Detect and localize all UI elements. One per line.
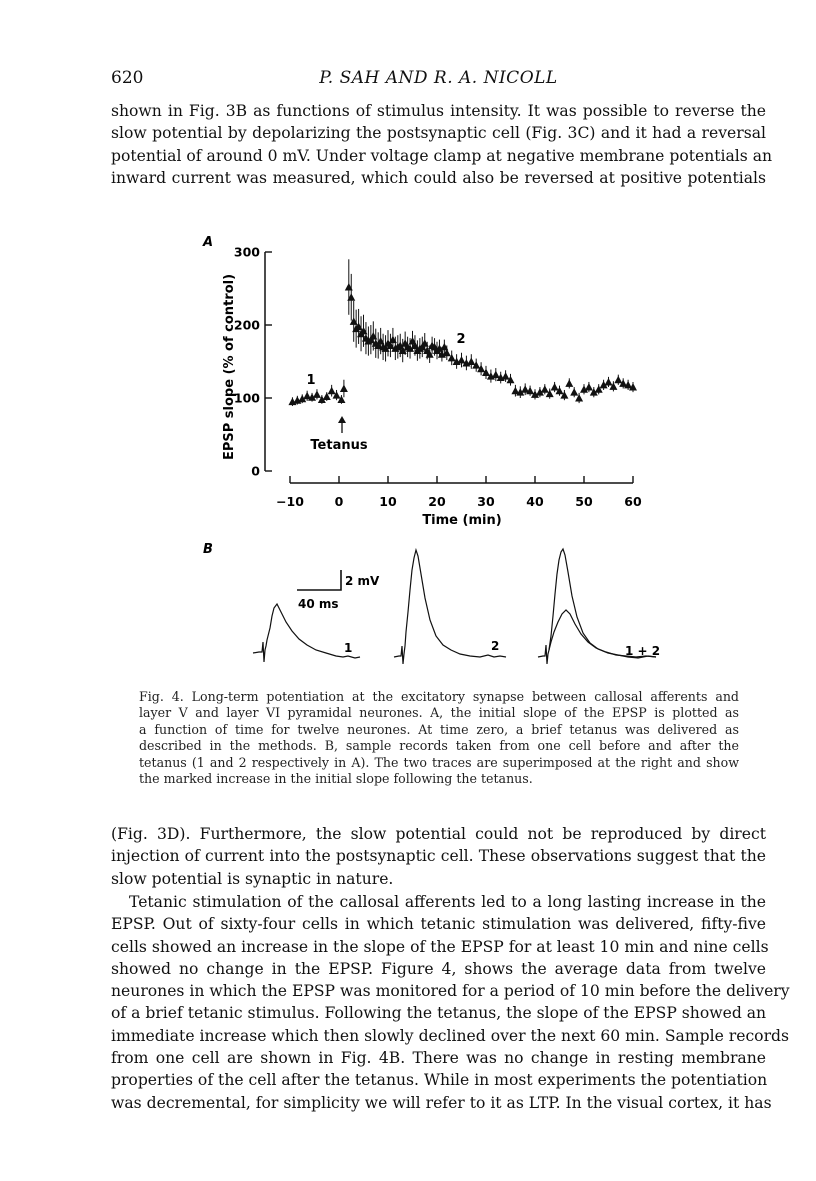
y-tick-label: 300 bbox=[233, 244, 260, 260]
data-point bbox=[605, 378, 613, 386]
caption-line: a function of time for twelve neurones. At time zero, a brief tetanus was delivered as bbox=[139, 721, 739, 737]
x-tick-label: 0 bbox=[334, 494, 344, 509]
data-point bbox=[541, 385, 549, 393]
data-point bbox=[565, 379, 573, 387]
text-line: Tetanic stimulation of the callosal afferents led to a long lasting increase in the bbox=[129, 893, 766, 911]
tetanus-label: Tetanus bbox=[310, 438, 368, 453]
text-line: shown in Fig. 3B as functions of stimulus intensity. It was possible to reverse the bbox=[111, 102, 766, 120]
text-line: (Fig. 3D). Furthermore, the slow potential could not be reproduced by direct bbox=[111, 825, 766, 843]
caption-line: tetanus (1 and 2 respectively in A). The two traces are superimposed at the right and show bbox=[139, 754, 739, 770]
x-tick-label: 60 bbox=[624, 494, 642, 509]
figure-caption bbox=[139, 689, 739, 787]
caption-line: layer V and layer VI pyramidal neurones. A, the initial slope of the EPSP is plotted as bbox=[139, 705, 739, 721]
data-point bbox=[458, 356, 466, 364]
x-axis-label: Time (min) bbox=[422, 513, 502, 528]
paragraph-bottom bbox=[111, 891, 790, 1114]
text-line: slow potential by depolarizing the postsynaptic cell (Fig. 3C) and it had a reversal bbox=[111, 124, 766, 143]
data-point bbox=[502, 372, 510, 380]
data-point bbox=[467, 358, 475, 366]
caption-line: described in the methods. B, sample records taken from one cell before and after the bbox=[139, 738, 739, 754]
trace-2 bbox=[394, 550, 506, 664]
trace-1-2-label: 1 + 2 bbox=[625, 644, 661, 658]
y-tick-label: 100 bbox=[233, 390, 260, 406]
annotation-2: 2 bbox=[456, 332, 466, 347]
text-line: potential of around 0 mV. Under voltage clamp at negative membrane potentials an bbox=[111, 146, 773, 165]
text-line: neurones in which the EPSP was monitored for a period of 10 min before the delivery bbox=[111, 982, 790, 1001]
scale-mv-label: 2 mV bbox=[345, 574, 380, 588]
text-line: cells showed an increase in the slope of the EPSP for at least 10 min and nine cells bbox=[111, 937, 769, 956]
text-line: of a brief tetanic stimulus. Following the tetanus, the slope of the EPSP showed an bbox=[111, 1004, 767, 1023]
data-point bbox=[340, 385, 348, 393]
ltp-chart bbox=[222, 245, 642, 529]
x-tick-label: 20 bbox=[428, 494, 446, 509]
data-point bbox=[585, 383, 593, 391]
trace-1-label: 1 bbox=[344, 641, 353, 655]
scale-ms-label: 40 ms bbox=[298, 597, 339, 611]
x-tick-label: 30 bbox=[477, 494, 495, 509]
panel-b-traces bbox=[253, 549, 660, 664]
x-tick-label: 10 bbox=[379, 494, 397, 509]
x-tick-label: −10 bbox=[276, 494, 304, 509]
trace-2-label: 2 bbox=[491, 639, 500, 653]
scale-bar bbox=[297, 570, 380, 611]
text-line: injection of current into the postsynaptic cell. These observations suggest that the bbox=[111, 847, 766, 866]
tetanus-arrow bbox=[338, 416, 346, 433]
page-number: 620 bbox=[111, 68, 144, 88]
data-point bbox=[313, 390, 321, 398]
text-line: was decremental, for simplicity we will refer to it as LTP. In the visual cortex, it has bbox=[111, 1093, 772, 1112]
text-line: inward current was measured, which could also be reversed at positive potentials bbox=[111, 168, 766, 187]
data-point bbox=[570, 388, 578, 396]
data-point bbox=[328, 387, 336, 395]
trace-superimposed-2 bbox=[549, 549, 656, 658]
text-line: properties of the cell after the tetanus. While in most experiments the potentiation bbox=[111, 1071, 768, 1090]
panel-a-label: A bbox=[203, 235, 214, 250]
text-line: from one cell are shown in Fig. 4B. There was no change in resting membrane bbox=[111, 1049, 766, 1068]
x-tick-label: 40 bbox=[526, 494, 544, 509]
text-line: showed no change in the EPSP. Figure 4, shows the average data from twelve bbox=[111, 959, 766, 978]
text-line: slow potential is synaptic in nature. bbox=[111, 869, 394, 888]
data-point bbox=[492, 371, 500, 379]
panel-b-label: B bbox=[203, 542, 213, 557]
data-point bbox=[551, 383, 559, 391]
y-axis-label: EPSP slope (% of control) bbox=[222, 273, 237, 461]
paragraph-mid bbox=[111, 823, 766, 890]
x-tick-label: 50 bbox=[575, 494, 593, 509]
y-tick-label: 0 bbox=[251, 463, 260, 479]
caption-line: the marked increase in the initial slope following the tetanus. bbox=[139, 771, 533, 787]
text-line: immediate increase which then slowly declined over the next 60 min. Sample records bbox=[111, 1026, 790, 1045]
annotation-1: 1 bbox=[306, 373, 316, 388]
running-head-authors: P. SAH AND R. A. NICOLL bbox=[319, 68, 558, 88]
data-point bbox=[614, 376, 622, 384]
y-tick-label: 200 bbox=[233, 317, 260, 333]
caption-line: Fig. 4. Long-term potentiation at the excitatory synapse between callosal afferents and bbox=[139, 689, 739, 704]
text-line: EPSP. Out of sixty-four cells in which tetanic stimulation was delivered, fifty-five bbox=[111, 915, 766, 934]
